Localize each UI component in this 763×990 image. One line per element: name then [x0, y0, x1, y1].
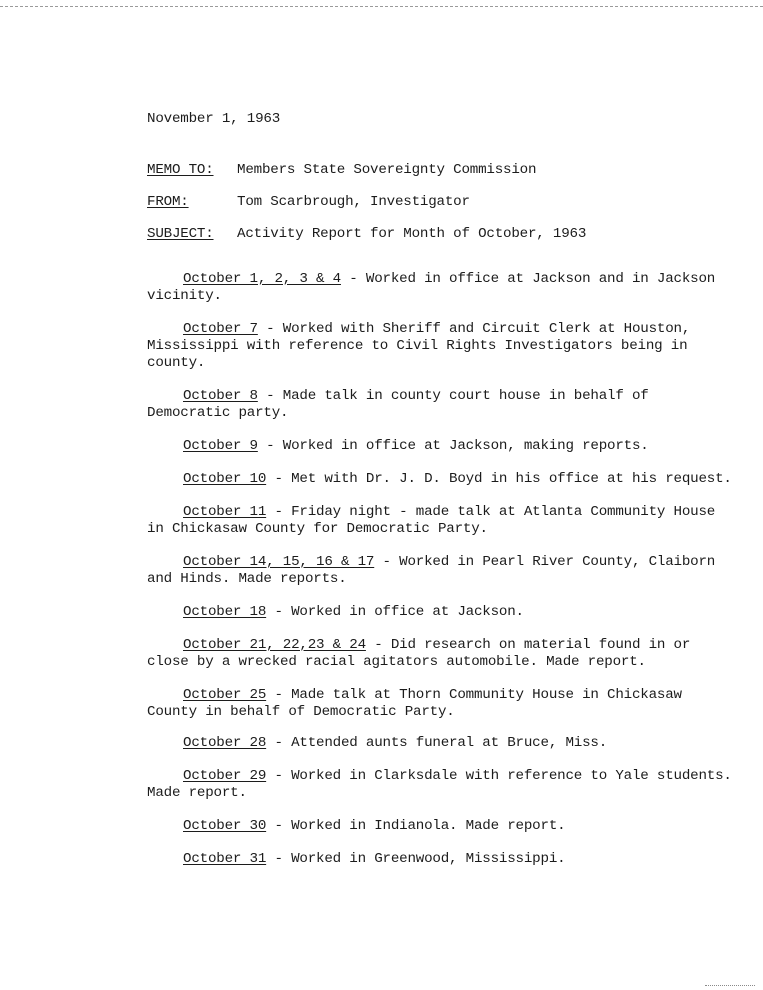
activity-entry	[147, 637, 737, 671]
scan-top-border	[0, 6, 763, 7]
memo-to-value: Members State Sovereignty Commission	[237, 162, 537, 178]
memo-subject-row	[147, 226, 737, 243]
activity-entry	[147, 687, 737, 721]
activity-entry	[147, 818, 737, 835]
activity-entries	[147, 271, 737, 868]
entry-text: - Worked in office at Jackson, making reports.	[257, 438, 649, 454]
entry-text: - Did research on material found in or close by a wrecked racial agitators automobile. Made report.	[147, 637, 691, 670]
memo-from-row	[147, 194, 737, 211]
entry-text: - Worked in office at Jackson and in Jackson vicinity.	[147, 271, 716, 304]
memo-from-value: Tom Scarbrough, Investigator	[237, 194, 470, 210]
memo-to-label: MEMO TO:	[147, 162, 214, 178]
activity-entry	[147, 271, 737, 305]
entry-text: - Made talk at Thorn Community House in Chickasaw County in behalf of Democratic Party.	[147, 687, 682, 720]
entry-text: - Met with Dr. J. D. Boyd in his office at his request.	[266, 471, 732, 487]
activity-entry	[147, 388, 737, 422]
entry-date: October 31	[183, 851, 267, 868]
entry-date: October 10	[183, 471, 267, 487]
entry-text: - Worked in Greenwood, Mississippi.	[266, 851, 566, 868]
entry-date: October 8	[183, 388, 258, 404]
entry-text: - Worked in Indianola. Made report.	[266, 818, 566, 835]
entry-text: - Worked with Sheriff and Circuit Clerk at Houston, Mississippi with reference to Civil Rights Investigators being in county.	[147, 321, 691, 371]
entry-date: October 28	[183, 735, 267, 752]
scan-corner-mark	[705, 985, 755, 986]
activity-entry	[147, 504, 737, 538]
entry-date: October 1, 2, 3 & 4	[183, 271, 341, 287]
entry-text: - Worked in Clarksdale with reference to Yale students. Made report.	[147, 768, 732, 802]
memo-document	[147, 111, 737, 884]
entry-date: October 11	[183, 504, 267, 520]
entry-text: - Worked in Pearl River County, Claiborn and Hinds. Made reports.	[147, 554, 716, 587]
activity-entry	[147, 735, 737, 752]
memo-subject-value: Activity Report for Month of October, 1963	[237, 226, 587, 242]
activity-entry	[147, 851, 737, 868]
memo-date: November 1, 1963	[147, 111, 281, 127]
activity-entry	[147, 321, 737, 372]
entry-date: October 7	[183, 321, 258, 337]
memo-subject-label: SUBJECT:	[147, 226, 214, 242]
entry-date: October 9	[183, 438, 258, 454]
entry-text: - Attended aunts funeral at Bruce, Miss.	[266, 735, 608, 752]
activity-entry	[147, 604, 737, 621]
activity-entry	[147, 471, 737, 488]
entry-date: October 30	[183, 818, 267, 835]
activity-entry	[147, 768, 737, 802]
entry-text: - Friday night - made talk at Atlanta Community House in Chickasaw County for Democratic Party.	[147, 504, 716, 537]
entry-date: October 25	[183, 687, 267, 703]
entry-text: - Made talk in county court house in behalf of Democratic party.	[147, 388, 649, 421]
entry-date: October 14, 15, 16 & 17	[183, 554, 375, 570]
activity-entry	[147, 554, 737, 588]
entry-text: - Worked in office at Jackson.	[266, 604, 524, 620]
entry-date: October 18	[183, 604, 267, 620]
memo-from-label: FROM:	[147, 194, 189, 210]
entry-date: October 21, 22,23 & 24	[183, 637, 366, 653]
entry-date: October 29	[183, 768, 267, 785]
activity-entry	[147, 438, 737, 455]
memo-to-row	[147, 162, 737, 179]
